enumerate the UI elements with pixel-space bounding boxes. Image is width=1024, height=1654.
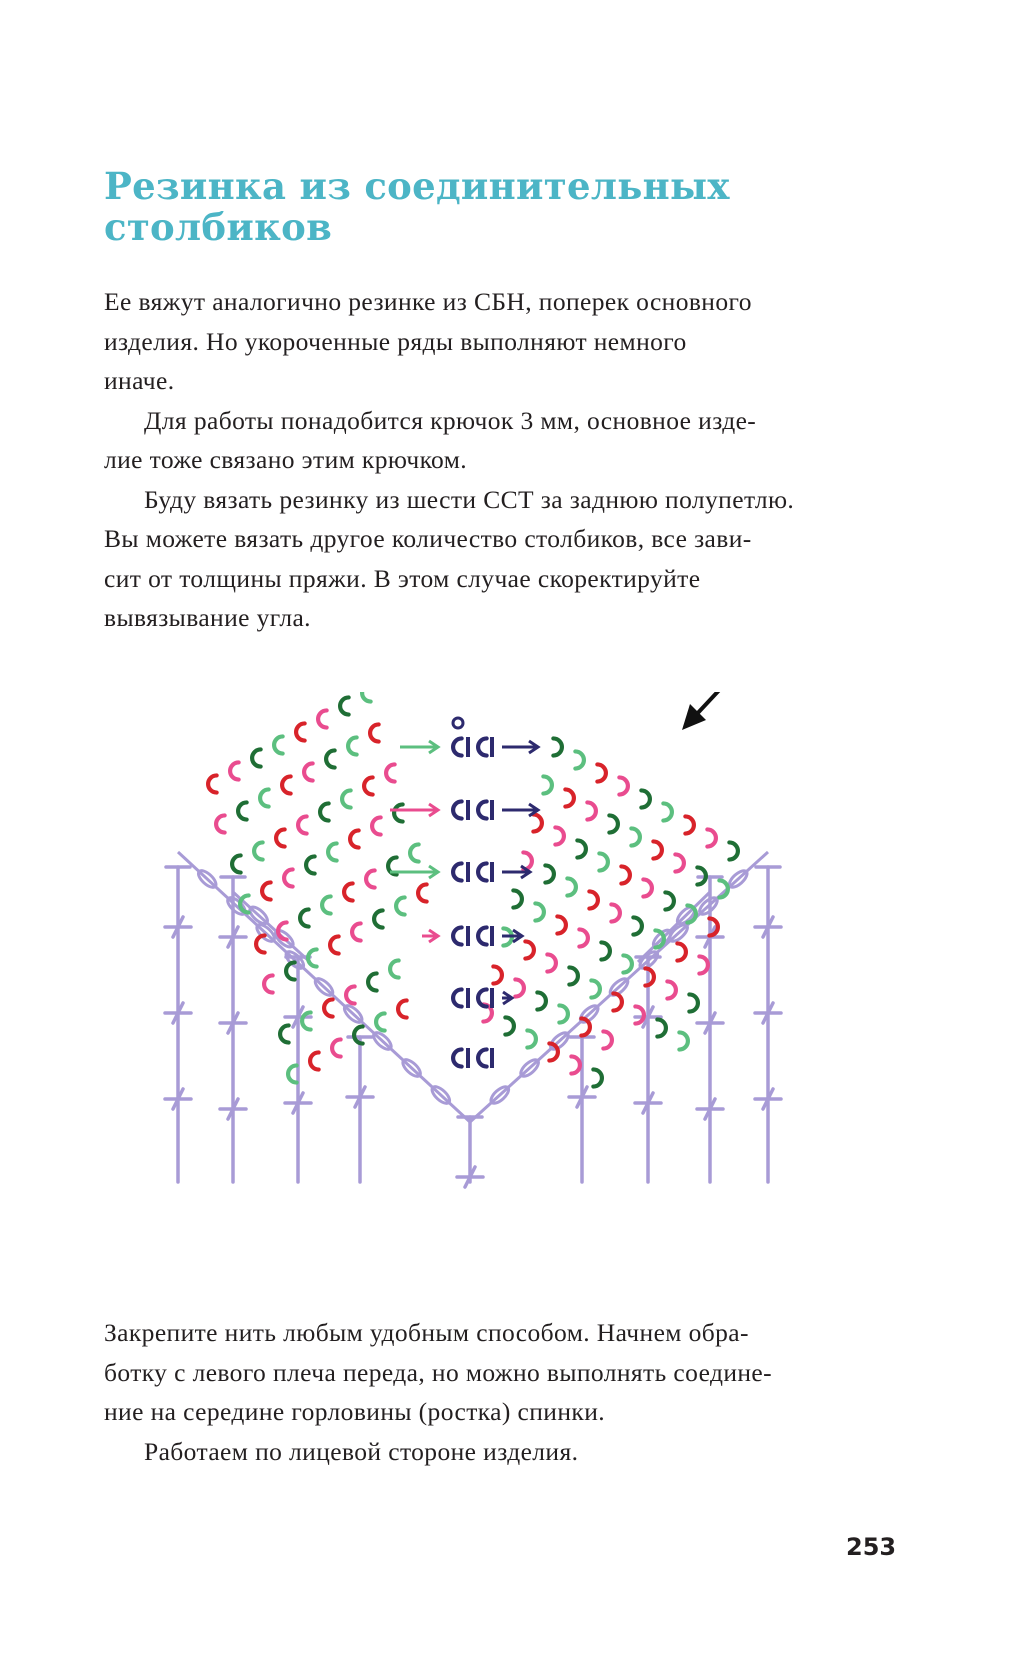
slip-stitch-mark <box>366 870 375 887</box>
slip-stitch-mark <box>665 892 674 909</box>
double-crochet-column <box>165 867 191 1182</box>
slip-stitch-mark <box>505 1017 514 1034</box>
slip-stitch-mark <box>667 981 676 998</box>
slip-stitch-mark <box>707 829 716 846</box>
slip-stitch-mark <box>332 1039 341 1056</box>
slip-stitch-mark <box>453 863 462 880</box>
slip-stitch-mark <box>264 975 273 992</box>
slip-stitch-mark <box>579 929 588 946</box>
slip-stitch-mark <box>304 763 313 780</box>
slip-stitch-mark <box>453 1049 462 1066</box>
slip-stitch-mark <box>328 843 337 860</box>
slip-stitch-mark <box>567 878 576 895</box>
slip-stitch-mark <box>254 842 263 859</box>
center-row <box>390 800 538 820</box>
slip-stitch-mark <box>280 1025 289 1042</box>
slip-stitch-mark <box>643 879 652 896</box>
slip-stitch-mark <box>322 896 331 913</box>
slip-stitch-mark <box>376 1013 385 1030</box>
double-crochet-column <box>347 1037 373 1182</box>
text-line: Вы можете вязать другое количество столбиков, все зави- <box>104 524 752 553</box>
slip-stitch-mark <box>368 973 377 990</box>
crochet-chart-diagram <box>150 692 850 1272</box>
slip-stitch-mark <box>296 723 305 740</box>
section-heading <box>104 166 924 248</box>
slip-stitch-mark <box>326 750 335 767</box>
slip-stitch-mark <box>260 789 269 806</box>
slip-stitch-mark <box>344 883 353 900</box>
slip-stitch-mark <box>641 790 650 807</box>
text-line: Закрепите нить любым удобным способом. Начнем обра- <box>104 1318 749 1347</box>
slip-stitch-mark <box>589 891 598 908</box>
slip-stitch-mark <box>599 853 608 870</box>
section-heading-line-2: столбиков <box>104 205 333 249</box>
slip-stitch-mark <box>372 817 381 834</box>
chain-dot <box>453 718 463 728</box>
slip-stitch-mark <box>609 815 618 832</box>
slip-stitch-mark <box>350 830 359 847</box>
slip-stitch-mark <box>348 737 357 754</box>
slip-stitch-mark <box>689 994 698 1011</box>
slip-stitch-mark <box>320 803 329 820</box>
slip-stitch-mark <box>493 966 502 983</box>
slip-stitch-mark <box>418 884 427 901</box>
slip-stitch-mark <box>308 949 317 966</box>
slip-stitch-mark <box>537 992 546 1009</box>
slip-stitch-mark <box>364 777 373 794</box>
slip-stitch-mark <box>513 890 522 907</box>
slip-stitch-mark <box>699 956 708 973</box>
closing-text <box>104 1313 904 1471</box>
slip-stitch-mark <box>478 801 487 818</box>
slip-stitch-mark <box>515 979 524 996</box>
text-line: ние на середине горловины (ростка) спинки. <box>104 1397 606 1426</box>
slip-stitch-mark <box>362 692 371 702</box>
slip-stitch-mark <box>565 789 574 806</box>
slip-stitch-mark <box>663 803 672 820</box>
slip-stitch-mark <box>284 869 293 886</box>
intro-text <box>104 282 904 638</box>
slip-stitch-mark <box>603 1031 612 1048</box>
slip-stitch-mark <box>557 916 566 933</box>
double-crochet-column <box>457 1117 483 1187</box>
slip-stitch-mark <box>298 816 307 833</box>
slip-stitch-mark <box>545 865 554 882</box>
slip-stitch-mark <box>575 751 584 768</box>
slip-stitch-mark <box>675 854 684 871</box>
slip-stitch-mark <box>386 764 395 781</box>
slip-stitch-mark <box>318 710 327 727</box>
slip-stitch-mark <box>543 776 552 793</box>
slip-stitch-mark <box>677 943 686 960</box>
slip-stitch-mark <box>535 903 544 920</box>
slip-stitch-mark <box>394 804 403 821</box>
slip-stitch-mark <box>238 802 247 819</box>
slip-stitch-mark <box>288 1065 297 1082</box>
slip-stitch-mark <box>553 738 562 755</box>
center-row <box>453 1048 492 1068</box>
slip-stitch-mark <box>621 866 630 883</box>
slip-stitch-mark <box>478 1049 487 1066</box>
center-row <box>400 718 538 757</box>
slip-stitch-mark <box>374 910 383 927</box>
slip-stitch-mark <box>232 855 241 872</box>
slip-stitch-mark <box>230 762 239 779</box>
slip-stitch-mark <box>453 738 462 755</box>
text-line: Буду вязать резинку из шести ССТ за заднюю полупетлю. <box>144 484 795 514</box>
slip-stitch-mark <box>310 1052 319 1069</box>
slip-stitch-mark <box>569 967 578 984</box>
slip-stitch-mark <box>216 815 225 832</box>
slip-stitch-mark <box>208 775 217 792</box>
page-number: 253 <box>846 1533 897 1561</box>
slip-stitch-mark <box>533 814 542 831</box>
text-line: иначе. <box>104 366 175 395</box>
text-line: Для работы понадобится крючок 3 мм, основное изде- <box>144 405 757 435</box>
slip-stitch-mark <box>390 960 399 977</box>
slip-stitch-mark <box>653 841 662 858</box>
text-line: изделия. Но укороченные ряды выполняют немного <box>104 326 687 356</box>
paragraph-4 <box>104 1313 904 1432</box>
paragraph-5 <box>104 1432 904 1472</box>
slip-stitch-mark <box>525 941 534 958</box>
slip-stitch-mark <box>276 829 285 846</box>
slip-stitch-mark <box>282 776 291 793</box>
double-crochet-column <box>755 867 781 1182</box>
slip-stitch-mark <box>587 802 596 819</box>
slip-stitch-mark <box>633 917 642 934</box>
slip-stitch-mark <box>623 955 632 972</box>
text-line: вывязывание угла. <box>104 603 311 632</box>
slip-stitch-mark <box>591 980 600 997</box>
slip-stitch-mark <box>593 1069 602 1086</box>
slip-stitch-mark <box>619 777 628 794</box>
slip-stitch-mark <box>657 1019 666 1036</box>
chain-loops <box>233 892 310 962</box>
slip-stitch-mark <box>453 989 462 1006</box>
slip-stitch-mark <box>559 1005 568 1022</box>
slip-stitch-mark <box>577 840 586 857</box>
double-crochet-column <box>569 1037 595 1182</box>
slip-stitch-mark <box>478 863 487 880</box>
slip-stitch-mark <box>729 842 738 859</box>
section-heading-line-1: Резинка из соединительных <box>104 164 730 208</box>
slip-stitch-mark <box>478 738 487 755</box>
slip-stitch-mark <box>631 828 640 845</box>
slip-stitch-mark <box>342 790 351 807</box>
center-row <box>390 862 530 882</box>
slip-stitch-mark <box>306 856 315 873</box>
pointer-arrow-icon <box>682 692 738 730</box>
paragraph-2 <box>104 401 904 480</box>
center-row <box>453 988 512 1008</box>
slip-stitch-mark <box>685 816 694 833</box>
paragraph-3 <box>104 480 904 638</box>
slip-stitch-mark <box>635 1006 644 1023</box>
slip-stitch-mark <box>527 1030 536 1047</box>
slip-stitch-mark <box>324 999 333 1016</box>
text-line: сит от толщины пряжи. В этом случае скоректируйте <box>104 563 701 593</box>
slip-stitch-mark <box>330 936 339 953</box>
slip-stitch-mark <box>340 697 349 714</box>
slip-stitch-mark <box>453 927 462 944</box>
slip-stitch-mark <box>346 986 355 1003</box>
slip-stitch-mark <box>302 1012 311 1029</box>
text-line: лие тоже связано этим крючком. <box>104 445 468 474</box>
double-crochet-column <box>220 877 246 1182</box>
slip-stitch-mark <box>262 882 271 899</box>
slip-stitch-mark <box>396 897 405 914</box>
text-line: Ее вяжут аналогично резинке из СБН, поперек основного <box>104 287 752 316</box>
slip-stitch-mark <box>274 736 283 753</box>
slip-stitch-mark <box>453 801 462 818</box>
slip-stitch-mark <box>370 724 379 741</box>
text-line: Работаем по лицевой стороне изделия. <box>144 1436 579 1466</box>
chain-loops <box>178 852 470 1122</box>
slip-stitch-mark <box>611 904 620 921</box>
double-crochet-column <box>635 957 661 1182</box>
slip-stitch-mark <box>252 749 261 766</box>
slip-stitch-mark <box>398 1000 407 1017</box>
slip-stitch-mark <box>478 927 487 944</box>
slip-stitch-mark <box>547 954 556 971</box>
slip-stitch-mark <box>555 827 564 844</box>
slip-stitch-mark <box>597 764 606 781</box>
base-fabric-stitches <box>165 852 781 1187</box>
slip-stitch-mark <box>300 909 309 926</box>
paragraph-1 <box>104 282 904 401</box>
slip-stitch-mark <box>679 1032 688 1049</box>
slip-stitch-mark <box>571 1056 580 1073</box>
slip-stitch-mark <box>352 923 361 940</box>
slip-stitch-mark <box>601 942 610 959</box>
text-line: ботку с левого плеча переда, но можно выполнять соедине- <box>104 1357 773 1387</box>
slip-stitch-mark <box>410 844 419 861</box>
